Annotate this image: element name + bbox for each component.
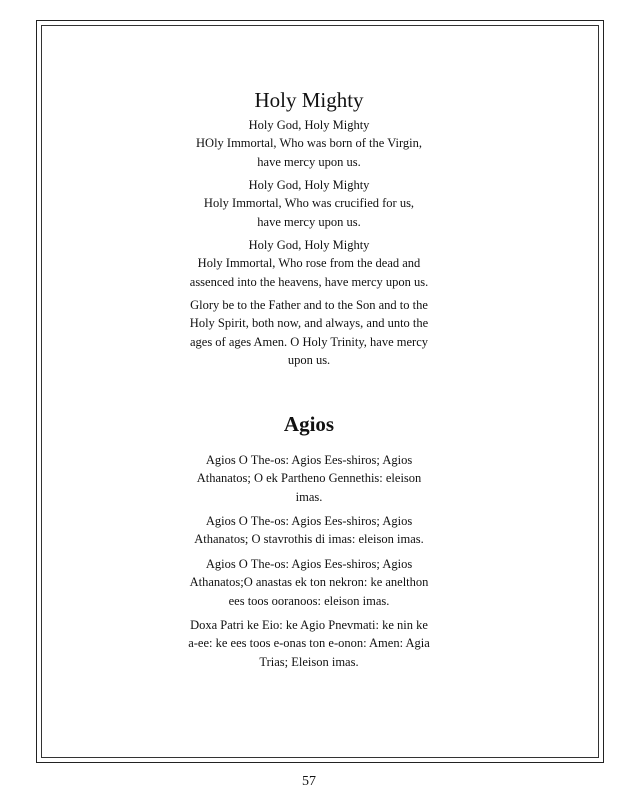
greek-stanza-4 [0, 616, 618, 671]
stanza-line: Holy Immortal, Who was crucified for us, [203, 196, 415, 211]
stanza-line: HOly Immortal, Who was born of the Virgin, [196, 136, 422, 151]
stanza-line: ages of ages Amen. O Holy Trinity, have mercy [189, 334, 429, 349]
stanza-line: Holy Spirit, both now, and always, and unto the [189, 316, 429, 331]
stanza-line: Holy Immortal, Who rose from the dead and [197, 256, 421, 271]
stanza-line: Athanatos; O stavrothis di imas: eleison imas. [194, 532, 424, 547]
english-stanza-4 [0, 296, 618, 369]
stanza-line: imas. [295, 489, 323, 504]
greek-stanza-1 [0, 451, 618, 506]
stanza-line: Doxa Patri ke Eio: ke Agio Pnevmati: ke nin ke [190, 618, 428, 632]
english-stanza-1 [0, 116, 618, 171]
page-number: 57 [302, 774, 316, 789]
stanza-line: Trias; Eleison imas. [259, 654, 359, 669]
stanza-line: have mercy upon us. [257, 154, 361, 169]
stanza-line: Agios O The-os: Agios Ees-shiros; Agios [205, 557, 413, 571]
english-title-block [0, 88, 618, 112]
english-title: Holy Mighty [254, 88, 364, 112]
english-stanza-2 [0, 176, 618, 231]
stanza-line: Agios O The-os: Agios Ees-shiros; Agios [205, 453, 413, 467]
stanza-line: assenced into the heavens, have mercy upon us. [189, 274, 429, 289]
stanza-line: have mercy upon us. [257, 214, 361, 229]
stanza-line: Holy God, Holy Mighty [248, 118, 370, 132]
stanza-line: Holy God, Holy Mighty [248, 238, 370, 252]
stanza-line: a-ee: ke ees toos e-onas ton e-onon: Amen: Agia [188, 636, 430, 651]
greek-stanza-2 [0, 512, 618, 549]
stanza-line: Agios O The-os: Agios Ees-shiros; Agios [205, 514, 413, 528]
stanza-line: Athanatos;O anastas ek ton nekron: ke anelthon [189, 575, 429, 590]
greek-title-block [0, 412, 618, 436]
stanza-line: Holy God, Holy Mighty [248, 178, 370, 192]
stanza-line: Athanatos; O ek Partheno Gennethis: eleison [196, 471, 422, 486]
stanza-line: Glory be to the Father and to the Son and to the [190, 298, 428, 312]
stanza-line: ees toos ooranoos: eleison imas. [228, 593, 390, 608]
greek-title: Agios [283, 412, 335, 436]
english-stanza-3 [0, 236, 618, 291]
stanza-line: upon us. [287, 352, 331, 367]
greek-stanza-3 [0, 555, 618, 610]
